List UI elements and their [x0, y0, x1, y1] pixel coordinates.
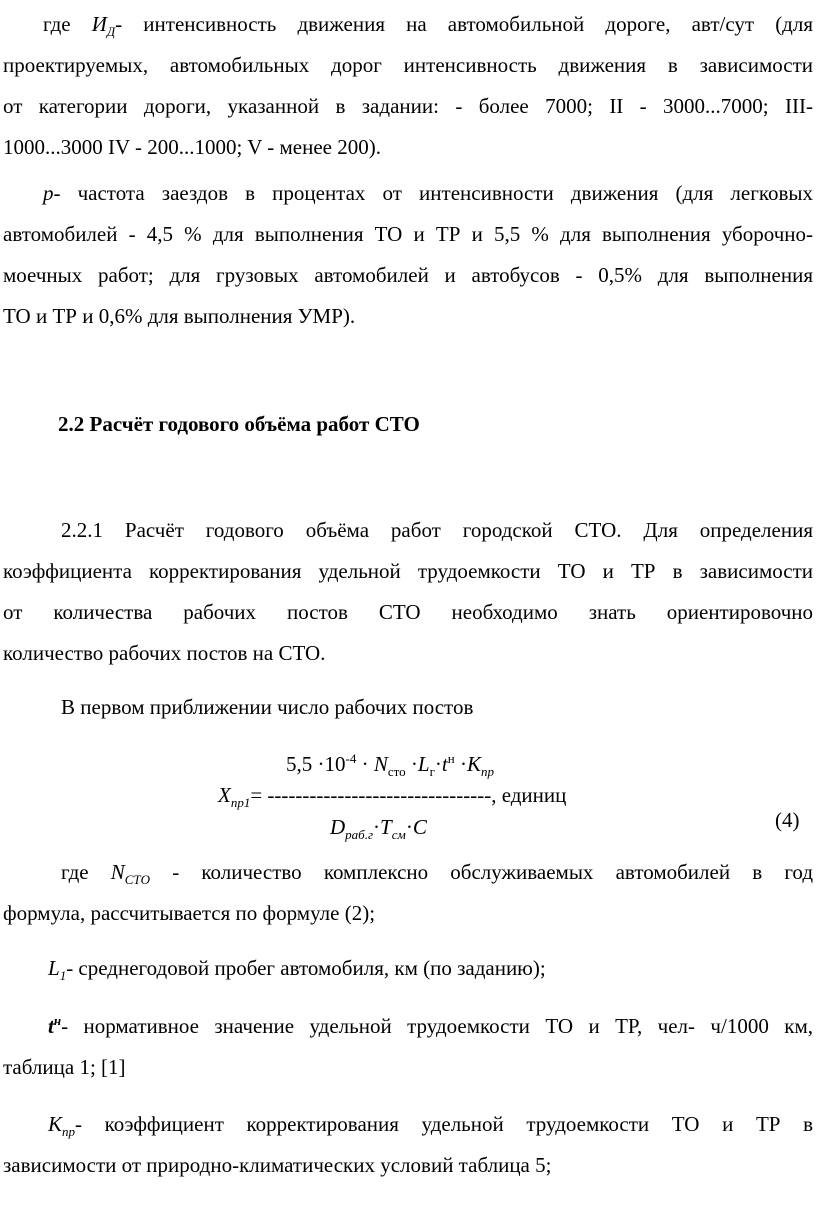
text-line: 1000...3000 IV - 200...1000; V - менее 200). — [3, 135, 381, 159]
text-line: где $И_Д-$ интенсивность движения на автомобильной дороге, авт/сут (для — [43, 12, 814, 40]
formula-number: (4) — [775, 808, 800, 832]
paragraph-k-pr — [3, 1104, 813, 1186]
symbol-p: p — [43, 181, 54, 205]
formula-denominator: $D_{раб.г}\cdot T_{см}\cdot C$ — [330, 815, 427, 843]
text-line: ТО и ТР и 0,6% для выполнения УМР). — [3, 304, 356, 328]
text-line: 2.2.1 Расчёт годового объёма работ городской СТО. Для определения — [61, 518, 813, 542]
text-line: p- частота заездов в процентах от интенсивности движения (для легковых — [43, 181, 813, 205]
paragraph-traffic-intensity — [3, 4, 813, 168]
text-line: моечных работ; для грузовых автомобилей и автобусов - 0,5% для выполнения — [3, 263, 813, 287]
text-line: зависимости от природно-климатических условий таблица 5; — [3, 1153, 552, 1177]
text-line: от категории дороги, указанной в задании: - более 7000; II - 3000...7000; III- — [3, 94, 813, 118]
text-line: от количества рабочих постов СТО необходимо знать ориентировочно — [3, 600, 813, 624]
symbol-t: $t^н$ — [48, 1013, 62, 1038]
text-line: коэффициента корректирования удельной трудоемкости ТО и ТР в зависимости — [3, 559, 813, 583]
text-line: проектируемых, автомобильных дорог интенсивность движения в зависимости — [3, 53, 813, 77]
formula-fraction-line: $X_{пр1}=$ --------------------------------, единиц — [218, 783, 567, 811]
text-line: формула, рассчитывается по формуле (2); — [3, 901, 376, 925]
text-line: $L_1-$ среднегодовой пробег автомобиля, км (по заданию); — [48, 956, 546, 984]
symbol-k: $К_{пр}$ — [48, 1112, 75, 1140]
paragraph-first-approx — [3, 687, 813, 728]
paragraph-t-norm — [3, 1006, 813, 1088]
text-line: автомобилей - 4,5 % для выполнения ТО и ТР и 5,5 % для выполнения уборочно- — [3, 222, 813, 246]
paragraph-l1 — [3, 948, 813, 989]
paragraph-n-sto — [3, 852, 813, 934]
symbol-l: $L_1$ — [48, 956, 67, 984]
symbol-traffic: $И_Д$ — [91, 12, 116, 40]
symbol-n: $N_{СТО}$ — [110, 860, 151, 888]
text-line: таблица 1; [1] — [3, 1055, 126, 1079]
section-heading: 2.2 Расчёт годового объёма работ СТО — [58, 412, 420, 436]
paragraph-visit-frequency — [3, 173, 813, 337]
text-line: где $N_{СТО}$ - количество комплексно обслуживаемых автомобилей в год — [61, 860, 813, 888]
text-line: $t^н-$ нормативное значение удельной трудоемкости ТО и ТР, чел- ч/1000 км, — [48, 1013, 813, 1038]
text-line: $К_{пр}-$ коэффициент корректирования удельной трудоемкости ТО и ТР в — [48, 1112, 813, 1140]
paragraph-section-intro — [3, 510, 813, 674]
text-line: В первом приближении число рабочих постов — [61, 695, 474, 719]
text-line: количество рабочих постов на СТО. — [3, 641, 326, 665]
formula-numerator: $5,5 \cdot 10^{-4} \cdot N_{сто} \cdot L_г\cdot t^н \cdot K_{пр}$ — [286, 751, 494, 780]
